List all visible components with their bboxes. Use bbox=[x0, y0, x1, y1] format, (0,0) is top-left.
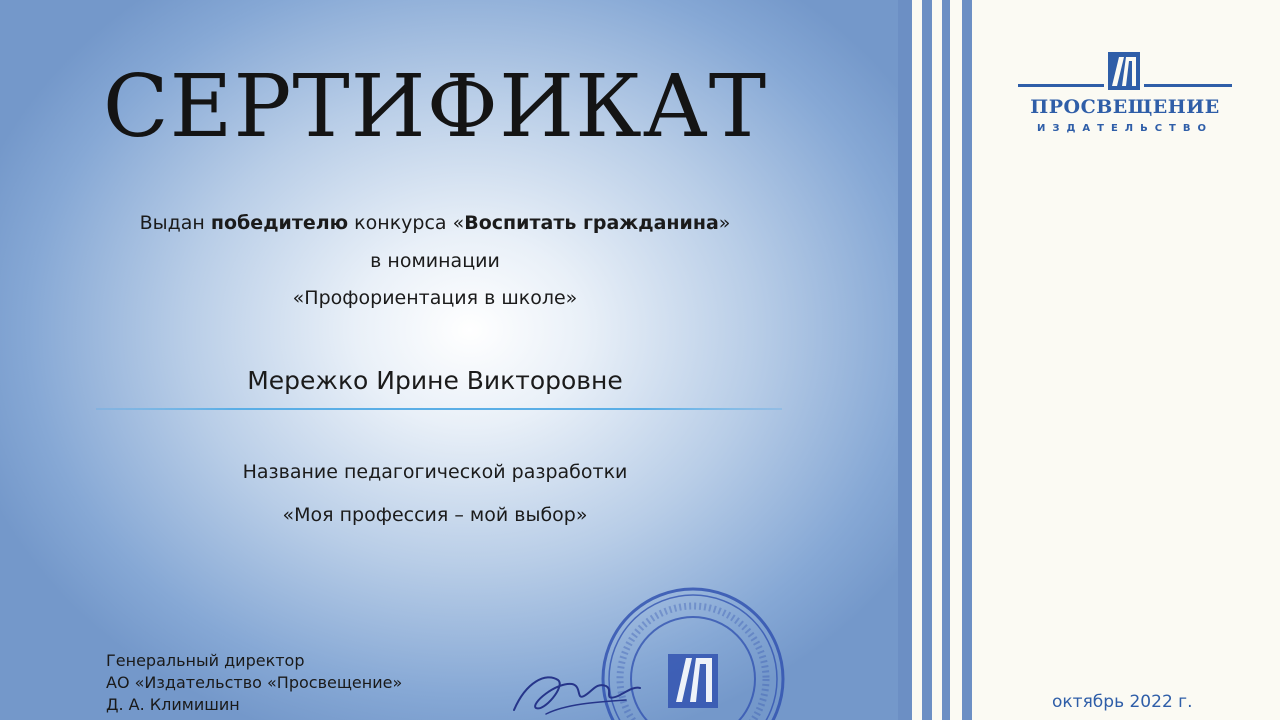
signatory-position: Генеральный директор bbox=[106, 651, 305, 670]
nomination-label: в номинации bbox=[370, 250, 500, 272]
issue-date: октябрь 2022 г. bbox=[1052, 692, 1193, 712]
nomination-name: «Профориентация в школе» bbox=[292, 287, 578, 309]
decorative-stripe bbox=[942, 0, 950, 720]
award-text-winner: победителю bbox=[210, 212, 349, 234]
decorative-stripe bbox=[922, 0, 932, 720]
contest-name: Воспитать гражданина bbox=[464, 212, 719, 234]
prosveshchenie-book-icon bbox=[1108, 52, 1140, 90]
award-text-contest: конкурса « bbox=[348, 212, 465, 234]
signature bbox=[506, 652, 646, 720]
publisher-subtitle: ИЗДАТЕЛЬСТВО bbox=[1037, 123, 1213, 134]
logo-rule-left bbox=[1018, 84, 1104, 87]
signature-block bbox=[106, 650, 402, 716]
award-text-quote-close: » bbox=[718, 212, 731, 234]
recipient-name: Мережко Ирине Викторовне bbox=[247, 366, 623, 395]
logo-rule-right bbox=[1144, 84, 1232, 87]
certificate-title: СЕРТИФИКАТ bbox=[102, 57, 768, 157]
work-title: «Моя профессия – мой выбор» bbox=[282, 504, 588, 526]
signatory-name: Д. А. Климишин bbox=[106, 695, 240, 714]
signatory-organization: АО «Издательство «Просвещение» bbox=[106, 673, 403, 692]
decorative-stripe bbox=[898, 0, 912, 720]
publisher-name: ПРОСВЕЩЕНИЕ bbox=[1030, 96, 1220, 118]
work-label: Название педагогической разработки bbox=[242, 461, 628, 483]
award-line bbox=[0, 212, 870, 234]
award-text-issued: Выдан bbox=[139, 212, 211, 234]
name-underline bbox=[96, 408, 782, 410]
decorative-stripe bbox=[962, 0, 972, 720]
